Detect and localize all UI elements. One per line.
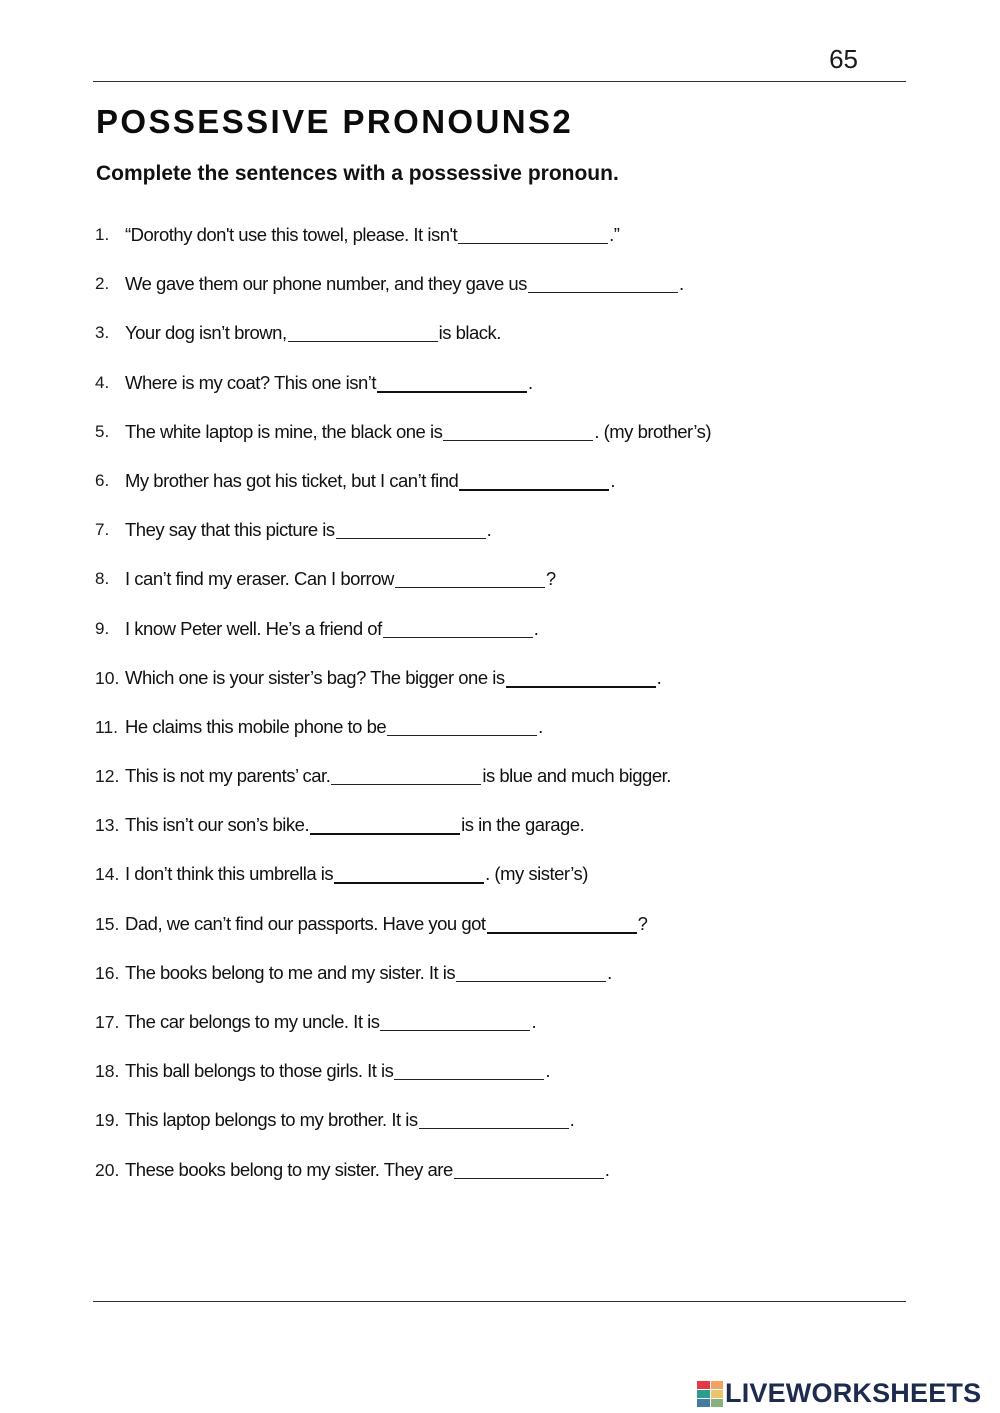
sentence-text-before: Which one is your sister’s bag? The bigger one is (125, 666, 505, 688)
sentence-number: 13. (95, 815, 120, 836)
sentence-text-after: . (my sister’s) (485, 863, 588, 885)
sentence-item (95, 224, 895, 273)
sentence-list (95, 224, 895, 1208)
sentence-number: 14. (95, 864, 120, 885)
sentence-text-before: The white laptop is mine, the black one is (125, 420, 443, 442)
sentence-text-before: My brother has got his ticket, but I can’t find (125, 469, 459, 491)
sentence-number: 2. (95, 274, 110, 294)
sentence-text-after: . (678, 273, 684, 295)
sentence-text-after: . (610, 469, 615, 491)
answer-blank[interactable] (383, 618, 533, 638)
sentence-number: 7. (95, 520, 110, 540)
sentence-text-before: This ball belongs to those girls. It is (125, 1060, 394, 1082)
logo-square (711, 1390, 724, 1398)
sentence-number: 8. (95, 569, 110, 589)
page-number: 65 (829, 44, 858, 74)
sentence-text-after: . (604, 1158, 610, 1180)
logo-square (711, 1381, 724, 1389)
answer-blank[interactable] (487, 913, 637, 934)
answer-blank[interactable] (458, 224, 608, 244)
answer-blank[interactable] (419, 1109, 569, 1129)
sentence-text-after: . (528, 371, 533, 393)
sentence-text-before: I know Peter well. He’s a friend of (125, 617, 382, 639)
answer-blank[interactable] (288, 322, 438, 342)
sentence-number: 15. (95, 913, 120, 934)
sentence-text-before: The books belong to me and my sister. It is (125, 961, 456, 983)
answer-blank[interactable] (459, 470, 609, 491)
answer-blank[interactable] (443, 421, 593, 441)
sentence-text-before: Your dog isn’t brown, (125, 322, 287, 344)
answer-blank[interactable] (334, 863, 484, 884)
sentence-text-after: is black. (438, 322, 501, 344)
sentence-text-before: These books belong to my sister. They are (125, 1158, 453, 1180)
sentence-text-after: . (569, 1109, 575, 1131)
sentence-text-after: . (656, 666, 662, 688)
sentence-number: 9. (95, 618, 110, 638)
sentence-text-after: is in the garage. (461, 814, 585, 836)
sentence-text-before: Dad, we can’t find our passports. Have you got (125, 912, 486, 934)
sentence-text-after: ? (545, 568, 556, 590)
sentence-item (95, 1060, 895, 1109)
sentence-item (95, 1159, 895, 1208)
logo-square (697, 1399, 710, 1407)
logo-square (697, 1381, 710, 1389)
answer-blank[interactable] (395, 568, 545, 588)
sentence-text-after: . (545, 1060, 551, 1082)
sentence-text-before: I don’t think this umbrella is (125, 863, 334, 885)
sentence-item (95, 716, 895, 765)
sentence-item (95, 322, 895, 371)
sentence-number: 11. (95, 716, 119, 737)
sentence-number: 18. (95, 1061, 120, 1082)
sentence-text-before: He claims this mobile phone to be (125, 715, 387, 737)
sentence-text-before: They say that this picture is (125, 519, 335, 541)
sentence-number: 10. (95, 667, 120, 688)
logo-icon (697, 1381, 723, 1407)
sentence-text-before: “Dorothy don't use this towel, please. It isn't (125, 224, 458, 245)
sentence-number: 12. (95, 766, 120, 787)
sentence-item (95, 273, 895, 322)
sentence-text-after: . (533, 617, 539, 639)
answer-blank[interactable] (456, 962, 606, 982)
sentence-text-after: ? (637, 912, 648, 934)
sentence-text-after: . (my brother’s) (594, 420, 712, 442)
sentence-text-before: The car belongs to my uncle. It is (125, 1011, 380, 1032)
sentence-number: 6. (95, 470, 110, 490)
logo-square (711, 1399, 724, 1407)
sentence-item (95, 962, 895, 1011)
sentence-item (95, 1109, 895, 1158)
sentence-item (95, 618, 895, 667)
sentence-text-after: . (538, 715, 543, 737)
sentence-item (95, 667, 895, 716)
sentence-number: 16. (95, 962, 120, 983)
sentence-text-before: This is not my parents’ car. (125, 765, 331, 787)
answer-blank[interactable] (380, 1011, 530, 1031)
liveworksheets-logo (697, 1378, 981, 1409)
sentence-item (95, 372, 895, 421)
answer-blank[interactable] (387, 716, 537, 736)
sentence-text-before: We gave them our phone number, and they gave us (125, 273, 527, 295)
answer-blank[interactable] (310, 814, 460, 835)
sentence-item (95, 470, 895, 519)
sentence-number: 5. (95, 421, 110, 441)
answer-blank[interactable] (377, 372, 527, 393)
instruction: Complete the sentences with a possessive pronoun. (96, 162, 619, 185)
sentence-number: 4. (95, 372, 110, 392)
sentence-item (95, 421, 895, 470)
sentence-text-after: .” (609, 224, 620, 245)
sentence-item (95, 1011, 895, 1060)
sentence-text-before: This isn’t our son’s bike. (125, 814, 310, 836)
sentence-item (95, 863, 895, 912)
sentence-number: 3. (95, 323, 110, 343)
answer-blank[interactable] (506, 667, 656, 688)
top-rule (93, 81, 906, 82)
logo-text: LIVEWORKSHEETS (725, 1378, 982, 1408)
sentence-number: 19. (95, 1110, 120, 1131)
bottom-rule (93, 1301, 906, 1302)
sentence-item (95, 568, 895, 617)
sentence-text-before: This laptop belongs to my brother. It is (125, 1109, 418, 1131)
sentence-number: 1. (95, 225, 110, 244)
answer-blank[interactable] (331, 765, 481, 785)
worksheet-title: POSSESSIVE PRONOUNS2 (96, 103, 574, 140)
sentence-text-before: I can’t find my eraser. Can I borrow (125, 568, 394, 590)
answer-blank[interactable] (528, 273, 678, 293)
sentence-text-before: Where is my coat? This one isn’t (125, 371, 376, 393)
sentence-item (95, 814, 895, 863)
sentence-item (95, 913, 895, 962)
answer-blank[interactable] (454, 1159, 604, 1179)
sentence-number: 20. (95, 1159, 120, 1180)
answer-blank[interactable] (336, 519, 486, 539)
sentence-text-after: . (607, 961, 612, 983)
answer-blank[interactable] (394, 1060, 544, 1080)
logo-square (697, 1390, 710, 1398)
sentence-item (95, 519, 895, 568)
sentence-text-after: . (486, 519, 492, 541)
sentence-text-after: is blue and much bigger. (482, 765, 671, 787)
sentence-number: 17. (95, 1012, 120, 1032)
sentence-item (95, 765, 895, 814)
sentence-text-after: . (531, 1011, 537, 1032)
